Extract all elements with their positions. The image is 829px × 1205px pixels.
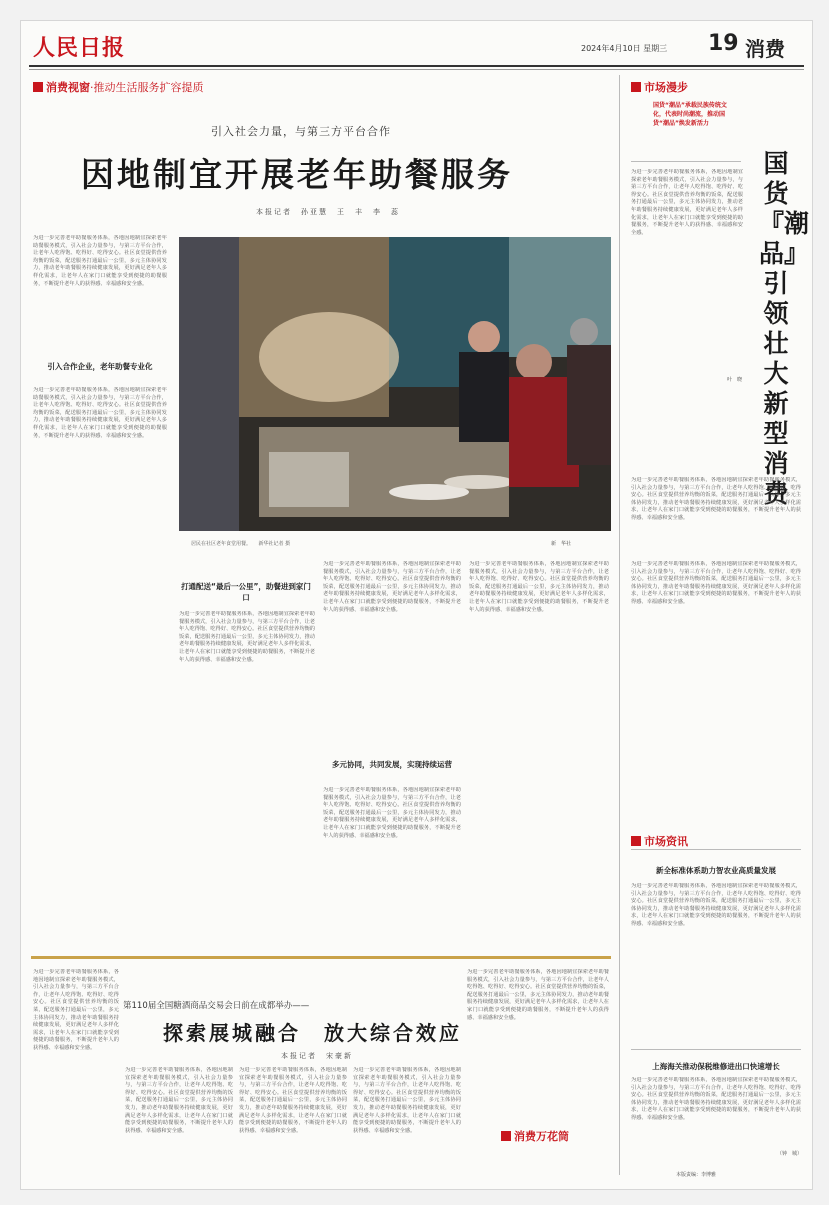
- photo-caption: 居民在社区老年食堂用餐。 新华社记者 摄: [191, 541, 291, 547]
- column-head-consumer-window: 消费视窗·推动生活服务扩容提质: [33, 79, 204, 95]
- body-text-column: 为进一步完善老年助餐服务体系，各地因地制宜探索老年助餐服务模式，引入社会力量参与，与第三方平台合作，让老年人吃得饱、吃得好、吃得安心。社区食堂提供营养均衡的饭菜，配送服务打通最后一公里，多元主体协同发力，推动老年助餐服务持续健康发展，更好满足老年人多样化需求，让老年人在家门口就能享受到便捷的助餐服务，不断提升老年人的获得感、幸福感和安全感。: [631, 1077, 801, 1121]
- body-text-column: 为进一步完善老年助餐服务体系，各地因地制宜探索老年助餐服务模式，引入社会力量参与，与第三方平台合作，让老年人吃得饱、吃得好、吃得安心。社区食堂提供营养均衡的饭菜，配送服务打通最后一公里，多元主体协同发力，推动老年助餐服务持续健康发展，更好满足老年人多样化需求，让老年人在家门口就能享受到便捷的助餐服务，不断提升老年人的获得感、幸福感和安全感。: [467, 969, 609, 1021]
- feature-title-vertical: 国货『潮品』引领壮大新型消费: [759, 149, 810, 508]
- body-text-column: 为进一步完善老年助餐服务体系，各地因地制宜探索老年助餐服务模式，引入社会力量参与，与第三方平台合作，让老年人吃得饱、吃得好、吃得安心。社区食堂提供营养均衡的饭菜，配送服务打通最后一公里，多元主体协同发力，推动老年助餐服务持续健康发展，更好满足老年人多样化需求，让老年人在家门口就能享受到便捷的助餐服务，不断提升老年人的获得感、幸福感和安全感。: [239, 1067, 347, 1134]
- elderly-dining-photo: [179, 237, 611, 531]
- news-credit: （钟 城）: [777, 1151, 803, 1157]
- body-text-column: 为进一步完善老年助餐服务体系，各地因地制宜探索老年助餐服务模式，引入社会力量参与，与第三方平台合作，让老年人吃得饱、吃得好、吃得安心。社区食堂提供营养均衡的饭菜，配送服务打通最后一公里，多元主体协同发力，推动老年助餐服务持续健康发展，更好满足老年人多样化需求，让老年人在家门口就能享受到便捷的助餐服务，不断提升老年人的获得感、幸福感和安全感。: [33, 387, 167, 439]
- photo-credit: 新 华社: [551, 541, 572, 547]
- news-title: 新全标准体系助力智农业高质量发展: [656, 866, 776, 875]
- top-rule: [29, 65, 804, 67]
- editor-line: 本版责编：李博雅: [676, 1172, 717, 1178]
- column-head-market-stroll: 市场漫步: [631, 79, 688, 95]
- page-name: 消费: [745, 37, 785, 61]
- body-text-column: 为进一步完善老年助餐服务体系，各地因地制宜探索老年助餐服务模式，引入社会力量参与，与第三方平台合作，让老年人吃得饱、吃得好、吃得安心。社区食堂提供营养均衡的饭菜，配送服务打通最后一公里，多元主体协同发力，推动老年助餐服务持续健康发展，更好满足老年人多样化需求，让老年人在家门口就能享受到便捷的助餐服务，不断提升老年人的获得感、幸福感和安全感。: [631, 561, 801, 605]
- news-title: 上海海关推动保税维修进出口快速增长: [652, 1062, 780, 1071]
- article-kicker: 引入社会力量，与第三方平台合作: [211, 125, 391, 138]
- article-headline: 因地制宜开展老年助餐服务: [81, 155, 513, 194]
- teaser-rule: [631, 161, 741, 162]
- section-tag-icon: [631, 836, 641, 846]
- section-divider-gold: [31, 956, 611, 959]
- body-text-column: 为进一步完善老年助餐服务体系，各地因地制宜探索老年助餐服务模式，引入社会力量参与，与第三方平台合作，让老年人吃得饱、吃得好、吃得安心。社区食堂提供营养均衡的饭菜，配送服务打通最后一公里，多元主体协同发力，推动老年助餐服务持续健康发展，更好满足老年人多样化需求，让老年人在家门口就能享受到便捷的助餐服务，不断提升老年人的获得感、幸福感和安全感。: [469, 561, 609, 613]
- section-tag-icon: [501, 1131, 511, 1141]
- bottom-headline: 探索展城融合 放大综合效应: [163, 1021, 462, 1045]
- article-subhead: 多元协同，共同发展，实现持续运营: [332, 760, 452, 769]
- page-number: 19: [708, 31, 739, 56]
- newspaper-page: [20, 20, 813, 1190]
- article-subhead: 引入合作企业，老年助餐专业化: [47, 362, 153, 371]
- body-text-column: 为进一步完善老年助餐服务体系，各地因地制宜探索老年助餐服务模式，引入社会力量参与，与第三方平台合作，让老年人吃得饱、吃得好、吃得安心。社区食堂提供营养均衡的饭菜，配送服务打通最后一公里，多元主体协同发力，推动老年助餐服务持续健康发展，更好满足老年人多样化需求，让老年人在家门口就能享受到便捷的助餐服务，不断提升老年人的获得感、幸福感和安全感。: [33, 969, 119, 1051]
- section-tag-icon: [33, 82, 43, 92]
- column-head-market-news: 市场资讯: [631, 833, 688, 849]
- bottom-byline: 本报记者 宋豪新: [281, 1052, 353, 1060]
- body-text-column: 为进一步完善老年助餐服务体系，各地因地制宜探索老年助餐服务模式，引入社会力量参与，与第三方平台合作，让老年人吃得饱、吃得好、吃得安心。社区食堂提供营养均衡的饭菜，配送服务打通最后一公里，多元主体协同发力，推动老年助餐服务持续健康发展，更好满足老年人多样化需求，让老年人在家门口就能享受到便捷的助餐服务，不断提升老年人的获得感、幸福感和安全感。: [631, 169, 743, 236]
- body-text-column: 为进一步完善老年助餐服务体系，各地因地制宜探索老年助餐服务模式，引入社会力量参与，与第三方平台合作，让老年人吃得饱、吃得好、吃得安心。社区食堂提供营养均衡的饭菜，配送服务打通最后一公里，多元主体协同发力，推动老年助餐服务持续健康发展，更好满足老年人多样化需求，让老年人在家门口就能享受到便捷的助餐服务，不断提升老年人的获得感、幸福感和安全感。: [33, 235, 167, 287]
- column-divider: [619, 75, 620, 1175]
- body-text-column: 为进一步完善老年助餐服务体系，各地因地制宜探索老年助餐服务模式，引入社会力量参与，与第三方平台合作，让老年人吃得饱、吃得好、吃得安心。社区食堂提供营养均衡的饭菜，配送服务打通最后一公里，多元主体协同发力，推动老年助餐服务持续健康发展，更好满足老年人多样化需求，让老年人在家门口就能享受到便捷的助餐服务，不断提升老年人的获得感、幸福感和安全感。: [323, 561, 461, 613]
- column-head-consumer-kaleidoscope: 消费万花筒: [501, 1128, 569, 1144]
- news-rule: [631, 849, 801, 850]
- right-teaser: 国货“潮品”承载民族传统文化，代表时尚潮流，推动国货“潮品”焕发新活力: [653, 102, 727, 127]
- section-tag-icon: [631, 82, 641, 92]
- masthead-logo: 人民日报: [33, 35, 126, 61]
- article-byline: 本报记者 孙亚慧 王 丰 李 蕊: [256, 208, 400, 216]
- article-photo: [179, 237, 611, 531]
- body-text-column: 为进一步完善老年助餐服务体系，各地因地制宜探索老年助餐服务模式，引入社会力量参与，与第三方平台合作，让老年人吃得饱、吃得好、吃得安心。社区食堂提供营养均衡的饭菜，配送服务打通最后一公里，多元主体协同发力，推动老年助餐服务持续健康发展，更好满足老年人多样化需求，让老年人在家门口就能享受到便捷的助餐服务，不断提升老年人的获得感、幸福感和安全感。: [353, 1067, 461, 1134]
- news-rule: [631, 1049, 801, 1050]
- body-text-column: 为进一步完善老年助餐服务体系，各地因地制宜探索老年助餐服务模式，引入社会力量参与，与第三方平台合作，让老年人吃得饱、吃得好、吃得安心。社区食堂提供营养均衡的饭菜，配送服务打通最后一公里，多元主体协同发力，推动老年助餐服务持续健康发展，更好满足老年人多样化需求，让老年人在家门口就能享受到便捷的助餐服务，不断提升老年人的获得感、幸福感和安全感。: [179, 611, 315, 663]
- feature-author: 叶 晓: [727, 377, 743, 383]
- body-text-column: 为进一步完善老年助餐服务体系，各地因地制宜探索老年助餐服务模式，引入社会力量参与，与第三方平台合作，让老年人吃得饱、吃得好、吃得安心。社区食堂提供营养均衡的饭菜，配送服务打通最后一公里，多元主体协同发力，推动老年助餐服务持续健康发展，更好满足老年人多样化需求，让老年人在家门口就能享受到便捷的助餐服务，不断提升老年人的获得感、幸福感和安全感。: [125, 1067, 233, 1134]
- body-text-column: 为进一步完善老年助餐服务体系，各地因地制宜探索老年助餐服务模式，引入社会力量参与，与第三方平台合作，让老年人吃得饱、吃得好、吃得安心。社区食堂提供营养均衡的饭菜，配送服务打通最后一公里，多元主体协同发力，推动老年助餐服务持续健康发展，更好满足老年人多样化需求，让老年人在家门口就能享受到便捷的助餐服务，不断提升老年人的获得感、幸福感和安全感。: [631, 883, 801, 927]
- body-text-column: 为进一步完善老年助餐服务体系，各地因地制宜探索老年助餐服务模式，引入社会力量参与，与第三方平台合作，让老年人吃得饱、吃得好、吃得安心。社区食堂提供营养均衡的饭菜，配送服务打通最后一公里，多元主体协同发力，推动老年助餐服务持续健康发展，更好满足老年人多样化需求，让老年人在家门口就能享受到便捷的助餐服务，不断提升老年人的获得感、幸福感和安全感。: [323, 787, 461, 839]
- body-text-column: 为进一步完善老年助餐服务体系，各地因地制宜探索老年助餐服务模式，引入社会力量参与，与第三方平台合作，让老年人吃得饱、吃得好、吃得安心。社区食堂提供营养均衡的饭菜，配送服务打通最后一公里，多元主体协同发力，推动老年助餐服务持续健康发展，更好满足老年人多样化需求，让老年人在家门口就能享受到便捷的助餐服务，不断提升老年人的获得感、幸福感和安全感。: [631, 477, 801, 521]
- dateline: 2024年4月10日 星期三: [581, 44, 668, 53]
- top-rule-thin: [29, 69, 804, 70]
- bottom-kicker: 第110届全国糖酒商品交易会日前在成都举办——: [123, 1001, 310, 1011]
- article-subhead: 打通配送“最后一公里”，助餐进到家门口: [181, 582, 311, 602]
